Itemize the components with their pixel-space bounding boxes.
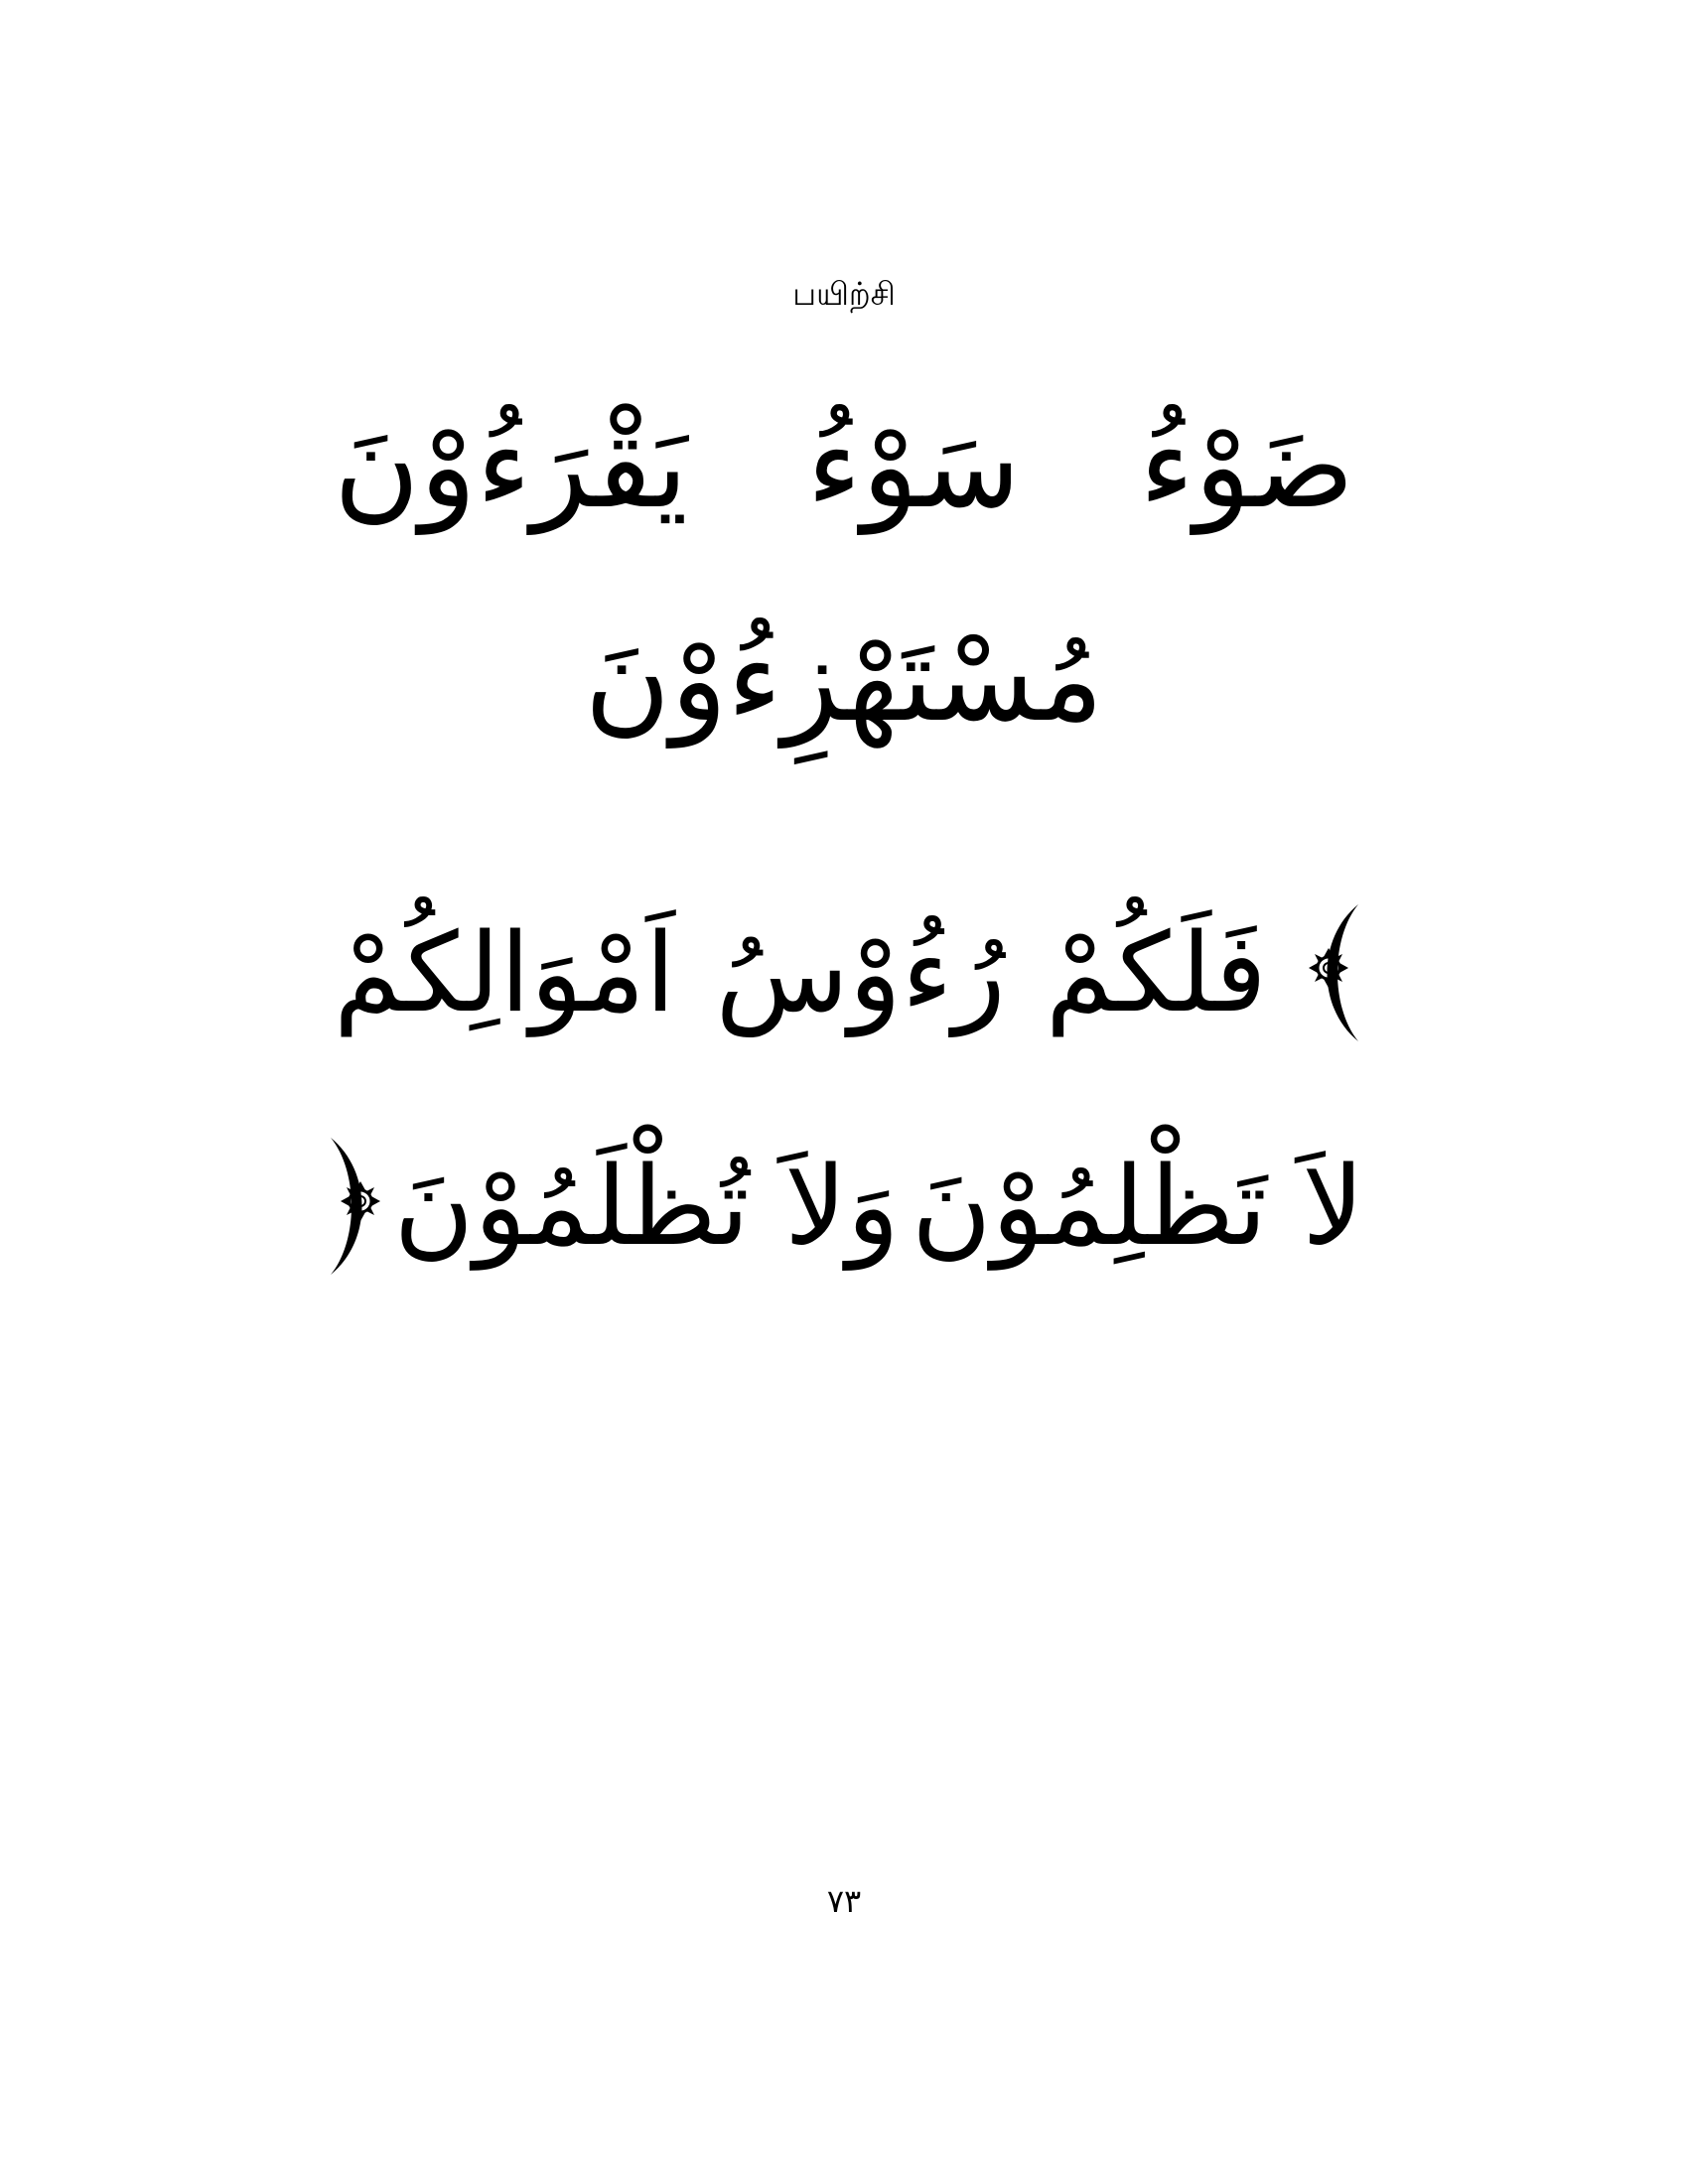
page-number: ٧٣	[826, 1882, 862, 1920]
page-heading: பயிற்சி	[792, 275, 896, 313]
arabic-line-1	[328, 397, 1360, 534]
verse-open-ornament-icon	[1301, 898, 1370, 1047]
arabic-word: رُءُوْسُ	[715, 909, 1006, 1036]
arabic-word: فَلَكُمْ	[1045, 909, 1267, 1036]
arabic-word: اَمْوَالِكُمْ	[334, 909, 676, 1036]
arabic-word: سَوْءُ	[806, 397, 1021, 534]
arabic-word: وَلاَ تُظْلَمُوْنَ	[393, 1143, 900, 1270]
arabic-line-2	[0, 611, 1688, 748]
arabic-line-3	[328, 898, 1370, 1047]
arabic-line-4	[328, 1132, 1370, 1281]
arabic-word: لاَ تَظْلِمُوْنَ	[911, 1143, 1364, 1270]
arabic-word: مُسْتَهْزِءُوْنَ	[584, 611, 1104, 748]
arabic-word: يَقْرَءُوْنَ	[334, 397, 688, 534]
verse-close-ornament-icon	[319, 1132, 388, 1281]
arabic-word: ضَوْءُ	[1139, 397, 1354, 534]
